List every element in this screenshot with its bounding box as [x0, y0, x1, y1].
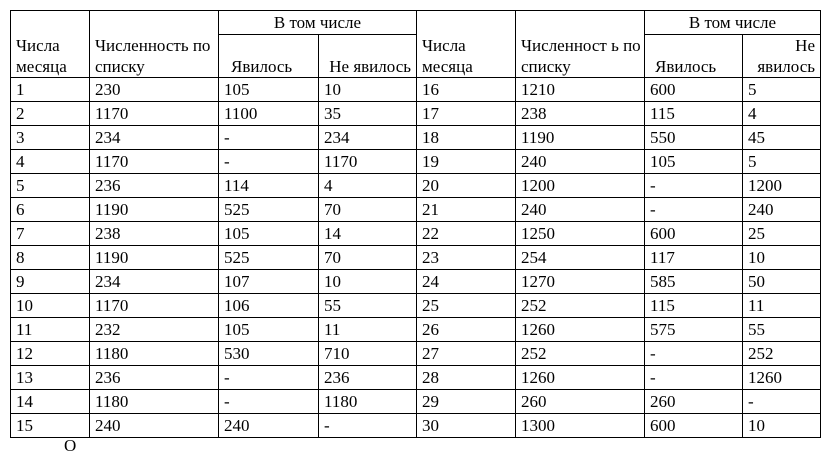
table-cell: 25 [417, 294, 516, 318]
table-cell: 232 [90, 318, 219, 342]
table-row [11, 126, 821, 150]
header-listed-right: Численност ь по списку [516, 11, 645, 78]
table-cell: 600 [645, 222, 743, 246]
table-cell: 10 [11, 294, 90, 318]
table-cell: 29 [417, 390, 516, 414]
table-cell: 115 [645, 102, 743, 126]
table-cell: 105 [219, 222, 319, 246]
table-cell: 13 [11, 366, 90, 390]
table-cell: 2 [11, 102, 90, 126]
table-cell: - [743, 390, 821, 414]
table-cell: 117 [645, 246, 743, 270]
table-cell: 9 [11, 270, 90, 294]
table-cell: 575 [645, 318, 743, 342]
table-cell: 240 [90, 414, 219, 438]
table-cell: 10 [743, 414, 821, 438]
table-cell: 5 [11, 174, 90, 198]
table-cell: 50 [743, 270, 821, 294]
table-cell: 254 [516, 246, 645, 270]
table-cell: - [219, 126, 319, 150]
table-cell: 70 [319, 198, 417, 222]
table-cell: 234 [90, 126, 219, 150]
table-cell: 252 [516, 294, 645, 318]
table-cell: 1 [11, 78, 90, 102]
table-cell: 70 [319, 246, 417, 270]
header-incl-right: В том числе [645, 11, 821, 35]
table-cell: 22 [417, 222, 516, 246]
table-cell: 10 [319, 270, 417, 294]
table-cell: 25 [743, 222, 821, 246]
table-cell: 10 [319, 78, 417, 102]
table-cell: 55 [319, 294, 417, 318]
table-cell: 1250 [516, 222, 645, 246]
header-not-appeared-left: Не явилось [319, 35, 417, 78]
table-cell: 45 [743, 126, 821, 150]
table-cell: 105 [645, 150, 743, 174]
table-cell: 1190 [516, 126, 645, 150]
table-cell: 260 [516, 390, 645, 414]
table-row [11, 246, 821, 270]
table-cell: 11 [11, 318, 90, 342]
header-row-top [11, 11, 821, 35]
table-cell: 1180 [90, 342, 219, 366]
header-not-appeared-right: Не явилось [743, 35, 821, 78]
table-cell: 5 [743, 78, 821, 102]
table-cell: 240 [743, 198, 821, 222]
table-cell: 1170 [319, 150, 417, 174]
table-cell: 1170 [90, 102, 219, 126]
table-cell: 240 [219, 414, 319, 438]
table-cell: - [319, 414, 417, 438]
table-cell: 20 [417, 174, 516, 198]
table-cell: 7 [11, 222, 90, 246]
table-cell: 236 [319, 366, 417, 390]
table-cell: 15 [11, 414, 90, 438]
table-cell: 230 [90, 78, 219, 102]
table-cell: 14 [319, 222, 417, 246]
table-cell: 16 [417, 78, 516, 102]
table-cell: 1190 [90, 198, 219, 222]
table-row [11, 150, 821, 174]
table-row [11, 102, 821, 126]
table-cell: 23 [417, 246, 516, 270]
header-day-right: Числа месяца [417, 11, 516, 78]
table-row [11, 294, 821, 318]
table-cell: 17 [417, 102, 516, 126]
table-cell: 105 [219, 318, 319, 342]
table-cell: 525 [219, 198, 319, 222]
table-cell: 24 [417, 270, 516, 294]
table-cell: 1170 [90, 150, 219, 174]
table-cell: 55 [743, 318, 821, 342]
attendance-table [10, 10, 821, 438]
table-cell: 585 [645, 270, 743, 294]
trailing-text: О [64, 436, 77, 455]
table-row [11, 198, 821, 222]
table-cell: 240 [516, 198, 645, 222]
table-cell: 8 [11, 246, 90, 270]
table-cell: 105 [219, 78, 319, 102]
table-row [11, 270, 821, 294]
table-cell: 234 [319, 126, 417, 150]
header-listed-left: Численность по списку [90, 11, 219, 78]
header-appeared-right: Явилось [645, 35, 743, 78]
table-cell: - [645, 342, 743, 366]
table-cell: 238 [90, 222, 219, 246]
table-cell: 252 [516, 342, 645, 366]
table-cell: 11 [743, 294, 821, 318]
table-cell: 107 [219, 270, 319, 294]
table-cell: 28 [417, 366, 516, 390]
table-cell: 236 [90, 366, 219, 390]
table-cell: 1170 [90, 294, 219, 318]
table-cell: 525 [219, 246, 319, 270]
table-cell: 6 [11, 198, 90, 222]
table-cell: 106 [219, 294, 319, 318]
header-incl-left: В том числе [219, 11, 417, 35]
table-cell: 1260 [743, 366, 821, 390]
table-cell: 1260 [516, 318, 645, 342]
table-cell: - [219, 366, 319, 390]
table-row [11, 414, 821, 438]
table-cell: 4 [11, 150, 90, 174]
table-row [11, 318, 821, 342]
table-cell: 18 [417, 126, 516, 150]
table-cell: 4 [743, 102, 821, 126]
table-cell: 530 [219, 342, 319, 366]
table-cell: 238 [516, 102, 645, 126]
table-cell: 12 [11, 342, 90, 366]
table-cell: - [645, 174, 743, 198]
table-row [11, 174, 821, 198]
table-cell: 1190 [90, 246, 219, 270]
table-row [11, 222, 821, 246]
table-cell: 4 [319, 174, 417, 198]
table-cell: 1210 [516, 78, 645, 102]
table-cell: 600 [645, 414, 743, 438]
table-cell: 114 [219, 174, 319, 198]
table-row [11, 342, 821, 366]
table-cell: - [219, 150, 319, 174]
header-day-left: Числа месяца [11, 11, 90, 78]
table-cell: 35 [319, 102, 417, 126]
table-cell: 26 [417, 318, 516, 342]
table-row [11, 366, 821, 390]
table-cell: 21 [417, 198, 516, 222]
table-cell: 5 [743, 150, 821, 174]
table-cell: 1300 [516, 414, 645, 438]
table-row [11, 78, 821, 102]
table-cell: 260 [645, 390, 743, 414]
table-cell: 27 [417, 342, 516, 366]
table-cell: 550 [645, 126, 743, 150]
table-cell: 10 [743, 246, 821, 270]
table-row [11, 390, 821, 414]
table-cell: 236 [90, 174, 219, 198]
table-cell: - [219, 390, 319, 414]
table-cell: 252 [743, 342, 821, 366]
table-cell: 600 [645, 78, 743, 102]
table-cell: 240 [516, 150, 645, 174]
table-cell: 1180 [319, 390, 417, 414]
table-cell: 11 [319, 318, 417, 342]
table-cell: 1260 [516, 366, 645, 390]
table-cell: 1200 [516, 174, 645, 198]
header-appeared-left: Явилось [219, 35, 319, 78]
table-cell: - [645, 366, 743, 390]
table-cell: 1100 [219, 102, 319, 126]
table-cell: 30 [417, 414, 516, 438]
table-cell: 1200 [743, 174, 821, 198]
table-cell: - [645, 198, 743, 222]
table-cell: 234 [90, 270, 219, 294]
table-cell: 1180 [90, 390, 219, 414]
table-cell: 710 [319, 342, 417, 366]
table-cell: 19 [417, 150, 516, 174]
table-cell: 115 [645, 294, 743, 318]
table-cell: 14 [11, 390, 90, 414]
table-cell: 1270 [516, 270, 645, 294]
table-cell: 3 [11, 126, 90, 150]
